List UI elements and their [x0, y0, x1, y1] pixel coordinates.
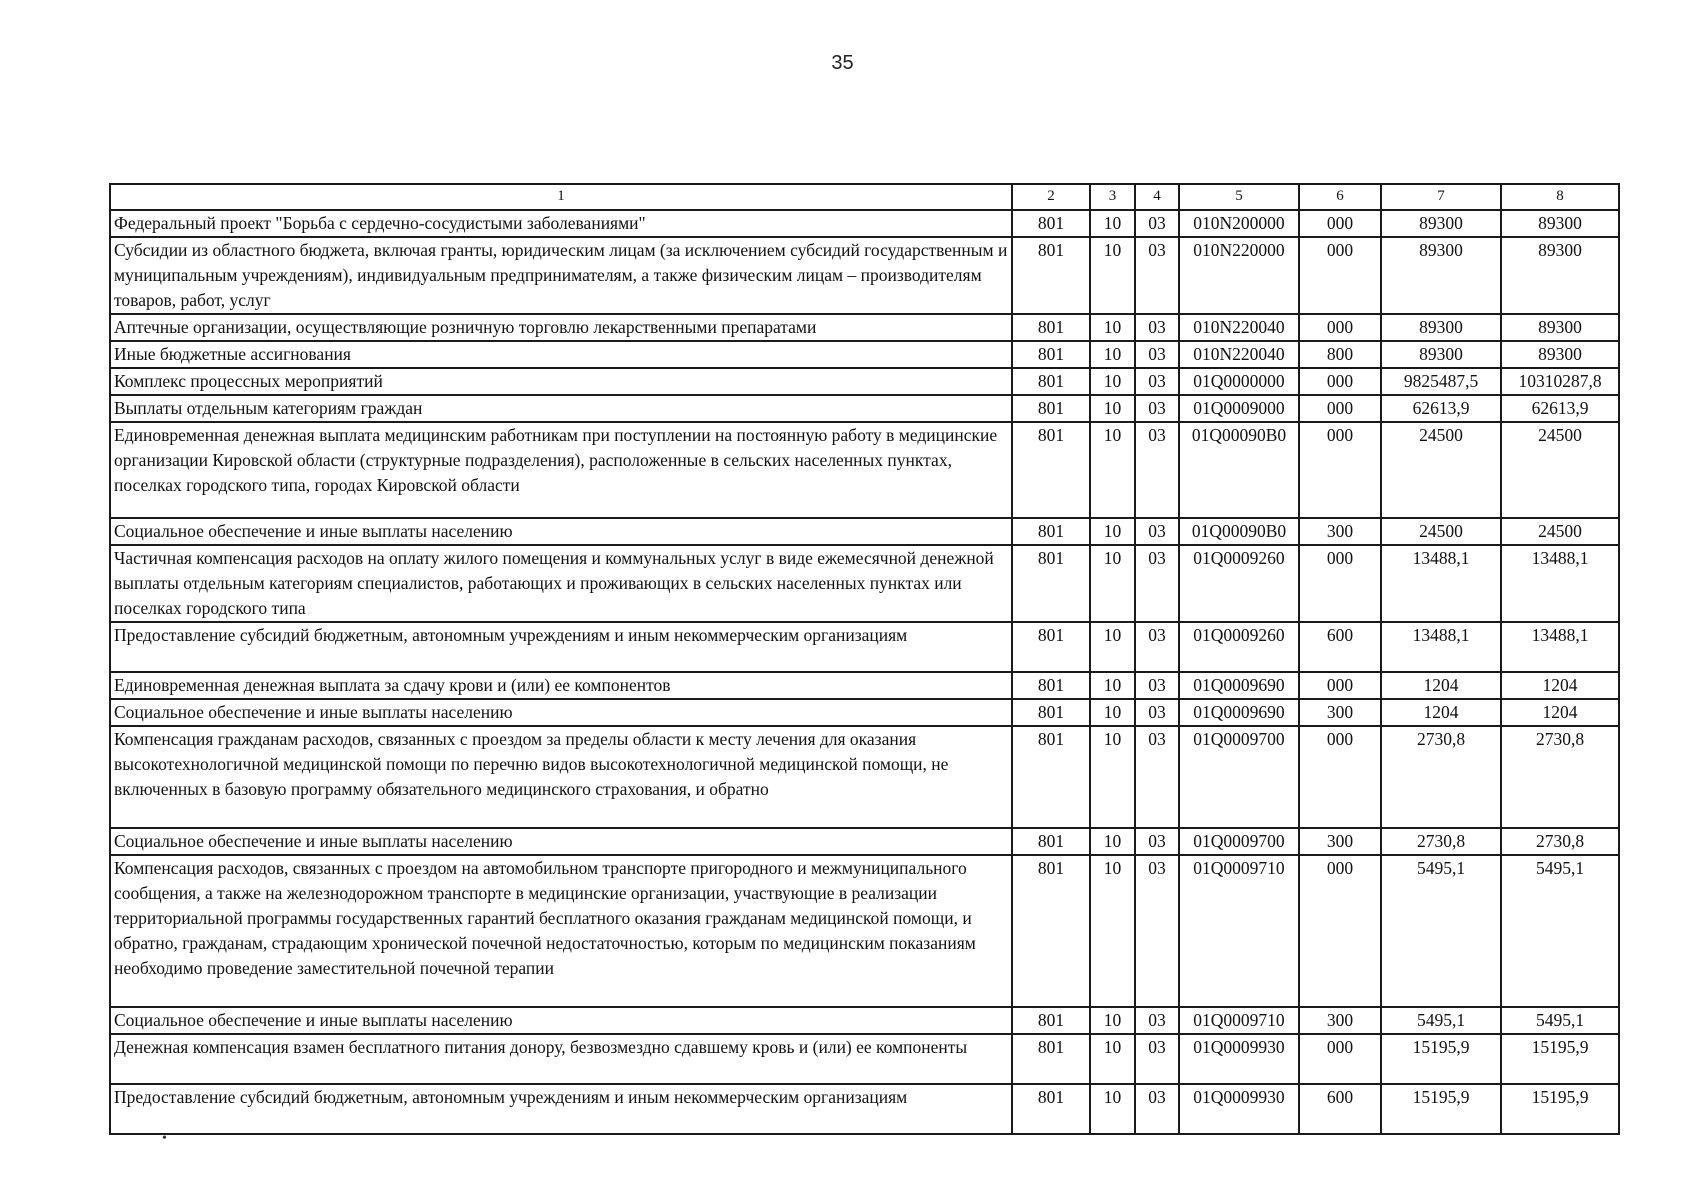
row-name: Денежная компенсация взамен бесплатного питания донору, безвозмездно сдавшему кровь и (или) ее компоненты — [110, 1034, 1012, 1084]
row-col-7: 9825487,5 — [1381, 368, 1501, 395]
row-col-3: 10 — [1090, 210, 1135, 237]
table-row — [110, 1084, 1619, 1134]
row-col-4: 03 — [1135, 1007, 1179, 1034]
row-col-3: 10 — [1090, 1034, 1135, 1084]
row-col-6: 000 — [1299, 314, 1381, 341]
row-col-7: 89300 — [1381, 237, 1501, 314]
row-col-6: 300 — [1299, 1007, 1381, 1034]
row-col-3: 10 — [1090, 726, 1135, 828]
row-col-5: 010N220000 — [1179, 237, 1299, 314]
row-col-4: 03 — [1135, 622, 1179, 672]
row-col-4: 03 — [1135, 341, 1179, 368]
row-col-5: 01Q0009700 — [1179, 726, 1299, 828]
page-number: 35 — [831, 52, 854, 74]
row-col-5: 01Q0009260 — [1179, 545, 1299, 622]
row-col-8: 15195,9 — [1501, 1034, 1619, 1084]
row-col-5: 01Q0009000 — [1179, 395, 1299, 422]
table-row — [110, 1034, 1619, 1084]
row-col-5: 010N220040 — [1179, 314, 1299, 341]
row-col-7: 24500 — [1381, 518, 1501, 545]
row-col-3: 10 — [1090, 545, 1135, 622]
table-row — [110, 237, 1619, 314]
row-col-6: 300 — [1299, 828, 1381, 855]
row-name: Федеральный проект "Борьба с сердечно-сосудистыми заболеваниями" — [110, 210, 1012, 237]
row-col-5: 010N200000 — [1179, 210, 1299, 237]
row-col-2: 801 — [1012, 395, 1090, 422]
row-name: Предоставление субсидий бюджетным, автономным учреждениям и иным некоммерческим организациям — [110, 1084, 1012, 1134]
header-col-5: 5 — [1179, 184, 1299, 210]
table-row — [110, 210, 1619, 237]
row-col-7: 13488,1 — [1381, 622, 1501, 672]
row-col-3: 10 — [1090, 828, 1135, 855]
row-col-5: 010N220040 — [1179, 341, 1299, 368]
row-col-3: 10 — [1090, 855, 1135, 1007]
row-col-8: 13488,1 — [1501, 545, 1619, 622]
row-col-5: 01Q0009260 — [1179, 622, 1299, 672]
row-col-5: 01Q0009710 — [1179, 855, 1299, 1007]
row-col-3: 10 — [1090, 368, 1135, 395]
table-row — [110, 672, 1619, 699]
table-row — [110, 855, 1619, 1007]
row-name: Единовременная денежная выплата за сдачу крови и (или) ее компонентов — [110, 672, 1012, 699]
row-col-3: 10 — [1090, 622, 1135, 672]
row-name: Аптечные организации, осуществляющие розничную торговлю лекарственными препаратами — [110, 314, 1012, 341]
table-row — [110, 726, 1619, 828]
row-col-4: 03 — [1135, 368, 1179, 395]
table-row — [110, 622, 1619, 672]
row-name: Субсидии из областного бюджета, включая гранты, юридическим лицам (за исключением субсидий государственным и муниципальным учреждениям), индивидуальным предпринимателям, а также физическим лицам – производителям товаров, работ, услуг — [110, 237, 1012, 314]
row-col-6: 000 — [1299, 726, 1381, 828]
row-col-2: 801 — [1012, 1034, 1090, 1084]
row-col-3: 10 — [1090, 672, 1135, 699]
row-name: Выплаты отдельным категориям граждан — [110, 395, 1012, 422]
row-col-2: 801 — [1012, 622, 1090, 672]
header-col-6: 6 — [1299, 184, 1381, 210]
row-col-3: 10 — [1090, 699, 1135, 726]
table-row — [110, 1007, 1619, 1034]
row-col-8: 1204 — [1501, 699, 1619, 726]
row-col-8: 24500 — [1501, 422, 1619, 518]
row-col-7: 5495,1 — [1381, 855, 1501, 1007]
row-col-4: 03 — [1135, 1084, 1179, 1134]
row-col-8: 89300 — [1501, 341, 1619, 368]
row-col-8: 5495,1 — [1501, 855, 1619, 1007]
row-col-2: 801 — [1012, 726, 1090, 828]
table-row — [110, 395, 1619, 422]
row-col-6: 000 — [1299, 545, 1381, 622]
row-col-4: 03 — [1135, 1034, 1179, 1084]
row-col-5: 01Q0009930 — [1179, 1084, 1299, 1134]
row-name: Компенсация гражданам расходов, связанных с проездом за пределы области к месту лечения для оказания высокотехнологичной медицинской помощи по перечню видов высокотехнологичной медицинской помощи, не включенных в базовую программу обязательного медицинского страхования, и обратно — [110, 726, 1012, 828]
table-row — [110, 699, 1619, 726]
row-col-4: 03 — [1135, 237, 1179, 314]
table-row — [110, 828, 1619, 855]
row-col-3: 10 — [1090, 518, 1135, 545]
header-col-1: 1 — [110, 184, 1012, 210]
table-row — [110, 314, 1619, 341]
row-col-2: 801 — [1012, 210, 1090, 237]
row-col-3: 10 — [1090, 237, 1135, 314]
table-row — [110, 422, 1619, 518]
row-name: Предоставление субсидий бюджетным, автономным учреждениям и иным некоммерческим организациям — [110, 622, 1012, 672]
table-row — [110, 545, 1619, 622]
row-col-4: 03 — [1135, 699, 1179, 726]
table-row — [110, 518, 1619, 545]
row-col-6: 000 — [1299, 672, 1381, 699]
row-col-8: 24500 — [1501, 518, 1619, 545]
row-col-2: 801 — [1012, 672, 1090, 699]
table-body — [110, 210, 1619, 1134]
row-name: Компенсация расходов, связанных с проездом на автомобильном транспорте пригородного и межмуниципального сообщения, а также на железнодорожном транспорте в медицинские организации, участвующие в реализации территориальной программы государственных гарантий бесплатного оказания гражданам медицинской помощи, и обратно, гражданам, страдающим хронической почечной недостаточностью, которым по медицинским показаниям необходимо проведение заместительной почечной терапии — [110, 855, 1012, 1007]
row-col-2: 801 — [1012, 237, 1090, 314]
row-col-7: 89300 — [1381, 210, 1501, 237]
row-name: Иные бюджетные ассигнования — [110, 341, 1012, 368]
row-col-7: 62613,9 — [1381, 395, 1501, 422]
row-col-8: 1204 — [1501, 672, 1619, 699]
row-col-6: 600 — [1299, 1084, 1381, 1134]
row-col-4: 03 — [1135, 726, 1179, 828]
row-col-5: 01Q0009710 — [1179, 1007, 1299, 1034]
row-name: Частичная компенсация расходов на оплату жилого помещения и коммунальных услуг в виде ежемесячной денежной выплаты отдельным категориям специалистов, работающих и проживающих в сельских населенных пунктах или поселках городского типа — [110, 545, 1012, 622]
row-col-2: 801 — [1012, 422, 1090, 518]
row-col-6: 000 — [1299, 855, 1381, 1007]
header-col-3: 3 — [1090, 184, 1135, 210]
row-col-8: 89300 — [1501, 237, 1619, 314]
header-col-4: 4 — [1135, 184, 1179, 210]
row-col-7: 1204 — [1381, 672, 1501, 699]
row-col-4: 03 — [1135, 855, 1179, 1007]
row-col-6: 000 — [1299, 237, 1381, 314]
row-col-2: 801 — [1012, 1007, 1090, 1034]
row-col-3: 10 — [1090, 341, 1135, 368]
footer-mark: • — [162, 1131, 167, 1146]
row-col-4: 03 — [1135, 545, 1179, 622]
row-col-7: 2730,8 — [1381, 726, 1501, 828]
row-col-7: 15195,9 — [1381, 1084, 1501, 1134]
row-col-2: 801 — [1012, 699, 1090, 726]
row-col-8: 89300 — [1501, 210, 1619, 237]
row-col-3: 10 — [1090, 314, 1135, 341]
row-col-3: 10 — [1090, 395, 1135, 422]
row-col-8: 89300 — [1501, 314, 1619, 341]
row-col-5: 01Q0000000 — [1179, 368, 1299, 395]
row-col-2: 801 — [1012, 1084, 1090, 1134]
row-col-3: 10 — [1090, 422, 1135, 518]
row-col-2: 801 — [1012, 545, 1090, 622]
row-col-4: 03 — [1135, 314, 1179, 341]
row-col-6: 000 — [1299, 1034, 1381, 1084]
row-name: Единовременная денежная выплата медицинским работникам при поступлении на постоянную работу в медицинские организации Кировской области (структурные подразделения), расположенные в сельских населенных пунктах, поселках городского типа, городах Кировской области — [110, 422, 1012, 518]
row-col-2: 801 — [1012, 828, 1090, 855]
row-col-8: 5495,1 — [1501, 1007, 1619, 1034]
row-col-3: 10 — [1090, 1007, 1135, 1034]
row-col-6: 000 — [1299, 210, 1381, 237]
row-col-7: 89300 — [1381, 314, 1501, 341]
row-col-5: 01Q0009690 — [1179, 699, 1299, 726]
row-col-8: 13488,1 — [1501, 622, 1619, 672]
row-col-3: 10 — [1090, 1084, 1135, 1134]
row-col-5: 01Q00090B0 — [1179, 518, 1299, 545]
row-col-4: 03 — [1135, 518, 1179, 545]
row-col-5: 01Q00090B0 — [1179, 422, 1299, 518]
header-col-2: 2 — [1012, 184, 1090, 210]
row-col-6: 000 — [1299, 422, 1381, 518]
row-col-2: 801 — [1012, 855, 1090, 1007]
row-col-8: 10310287,8 — [1501, 368, 1619, 395]
row-col-6: 300 — [1299, 699, 1381, 726]
row-col-6: 300 — [1299, 518, 1381, 545]
row-col-8: 2730,8 — [1501, 726, 1619, 828]
table-row — [110, 341, 1619, 368]
row-col-4: 03 — [1135, 828, 1179, 855]
row-col-6: 800 — [1299, 341, 1381, 368]
row-name: Социальное обеспечение и иные выплаты населению — [110, 518, 1012, 545]
row-col-5: 01Q0009700 — [1179, 828, 1299, 855]
row-col-2: 801 — [1012, 314, 1090, 341]
row-col-6: 600 — [1299, 622, 1381, 672]
row-col-7: 89300 — [1381, 341, 1501, 368]
row-col-7: 15195,9 — [1381, 1034, 1501, 1084]
row-col-2: 801 — [1012, 368, 1090, 395]
row-col-7: 24500 — [1381, 422, 1501, 518]
row-col-7: 1204 — [1381, 699, 1501, 726]
header-col-8: 8 — [1501, 184, 1619, 210]
row-name: Социальное обеспечение и иные выплаты населению — [110, 1007, 1012, 1034]
row-name: Социальное обеспечение и иные выплаты населению — [110, 828, 1012, 855]
row-col-4: 03 — [1135, 210, 1179, 237]
header-col-7: 7 — [1381, 184, 1501, 210]
row-name: Комплекс процессных мероприятий — [110, 368, 1012, 395]
row-col-8: 62613,9 — [1501, 395, 1619, 422]
row-name: Социальное обеспечение и иные выплаты населению — [110, 699, 1012, 726]
row-col-5: 01Q0009930 — [1179, 1034, 1299, 1084]
row-col-4: 03 — [1135, 395, 1179, 422]
row-col-8: 15195,9 — [1501, 1084, 1619, 1134]
row-col-7: 2730,8 — [1381, 828, 1501, 855]
row-col-6: 000 — [1299, 368, 1381, 395]
row-col-6: 000 — [1299, 395, 1381, 422]
row-col-8: 2730,8 — [1501, 828, 1619, 855]
row-col-4: 03 — [1135, 422, 1179, 518]
table-row — [110, 368, 1619, 395]
table-header-row — [110, 184, 1619, 210]
row-col-2: 801 — [1012, 341, 1090, 368]
row-col-5: 01Q0009690 — [1179, 672, 1299, 699]
row-col-7: 5495,1 — [1381, 1007, 1501, 1034]
row-col-4: 03 — [1135, 672, 1179, 699]
row-col-7: 13488,1 — [1381, 545, 1501, 622]
row-col-2: 801 — [1012, 518, 1090, 545]
budget-table — [109, 183, 1620, 1135]
